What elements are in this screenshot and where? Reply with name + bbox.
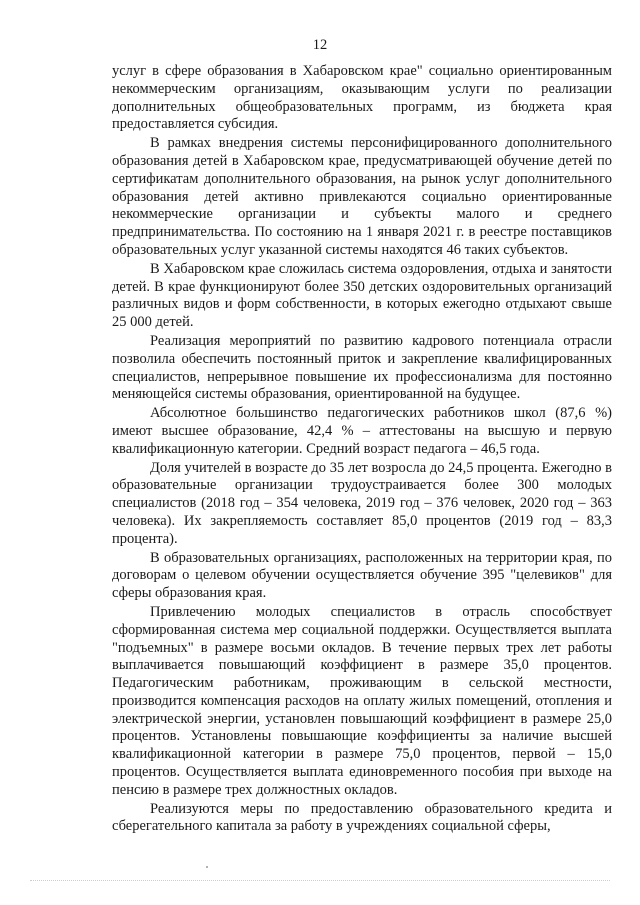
page-number: 12 xyxy=(312,37,328,53)
paragraph-personified-education: В рамках внедрения системы персонифицированного дополнительного образования детей в Хабаровском крае, предусматривающей обучение детей по сертификатам дополнительного образования, на рынок услуг дополнительного образования детей активно привлекаются социально ориентированные некоммерческие организации и субъекты малого и среднего предпринимательства. По состоянию на 1 января 2021 г. в реестре поставщиков образовательных услуг указанной системы находятся 46 таких субъектов. xyxy=(112,135,612,258)
paragraph-children-recreation: В Хабаровском крае сложилась система оздоровления, отдыха и занятости детей. В крае функционируют более 350 детских оздоровительных организаций различных видов и форм собственности, в которых ежегодно отдыхают свыше 25 000 детей. xyxy=(112,260,612,331)
paragraph-targeted-training: В образовательных организациях, расположенных на территории края, по договорам о целевом обучении осуществляется обучение 395 "целевиков" для сферы образования края. xyxy=(112,549,612,602)
paragraph-staff-potential: Реализация мероприятий по развитию кадрового потенциала отрасли позволила обеспечить постоянный приток и закрепление квалифицированных специалистов, непрерывное повышение их профессионализма для постоянно меняющейся системы образования, ориентированной на будущее. xyxy=(112,332,612,403)
document-body xyxy=(112,63,612,837)
paragraph-education-credit: Реализуются меры по предоставлению образовательного кредита и сберегательного капитала за работу в учреждениях социальной сферы, xyxy=(112,800,612,835)
paragraph-continuation: услуг в сфере образования в Хабаровском крае" социально ориентированным некоммерческим организациям, оказывающим услуги по реализации дополнительных общеобразовательных программ, из бюджета края предоставляется субсидия. xyxy=(112,63,612,133)
paragraph-teacher-education: Абсолютное большинство педагогических работников школ (87,6 %) имеют высшее образование, 42,4 % – аттестованы на высшую и первую квалификационную категории. Средний возраст педагога – 46,5 года. xyxy=(112,405,612,457)
paragraph-young-teachers: Доля учителей в возрасте до 35 лет возросла до 24,5 процента. Ежегодно в образовательные организации трудоустраивается более 300 молодых специалистов (2018 год – 354 человека, 2019 год – 376 человек, 2020 год – 363 человека). Их закрепляемость составляет 85,0 процентов (2019 год – 83,3 процента). xyxy=(112,459,612,547)
scan-speck xyxy=(206,866,208,868)
scan-edge-artifact xyxy=(30,880,610,882)
paragraph-social-support: Привлечению молодых специалистов в отрасль способствует сформированная система мер социальной поддержки. Осуществляется выплата "подъемных" в размере восьми окладов. В течение первых трех лет работы выплачивается повышающий коэффициент в размере 35,0 процентов. Педагогическим работникам, проживающим в сельской местности, производится компенсация расходов на оплату жилых помещений, отопления и электрической энергии, установлен повышающий коэффициент в размере 25,0 процентов. Установлены повышающие коэффициенты за наличие высшей квалификационной категории в размере 75,0 процентов, первой – 15,0 процентов. Осуществляется выплата единовременного пособия при выходе на пенсию в размере трех должностных окладов. xyxy=(112,603,612,798)
